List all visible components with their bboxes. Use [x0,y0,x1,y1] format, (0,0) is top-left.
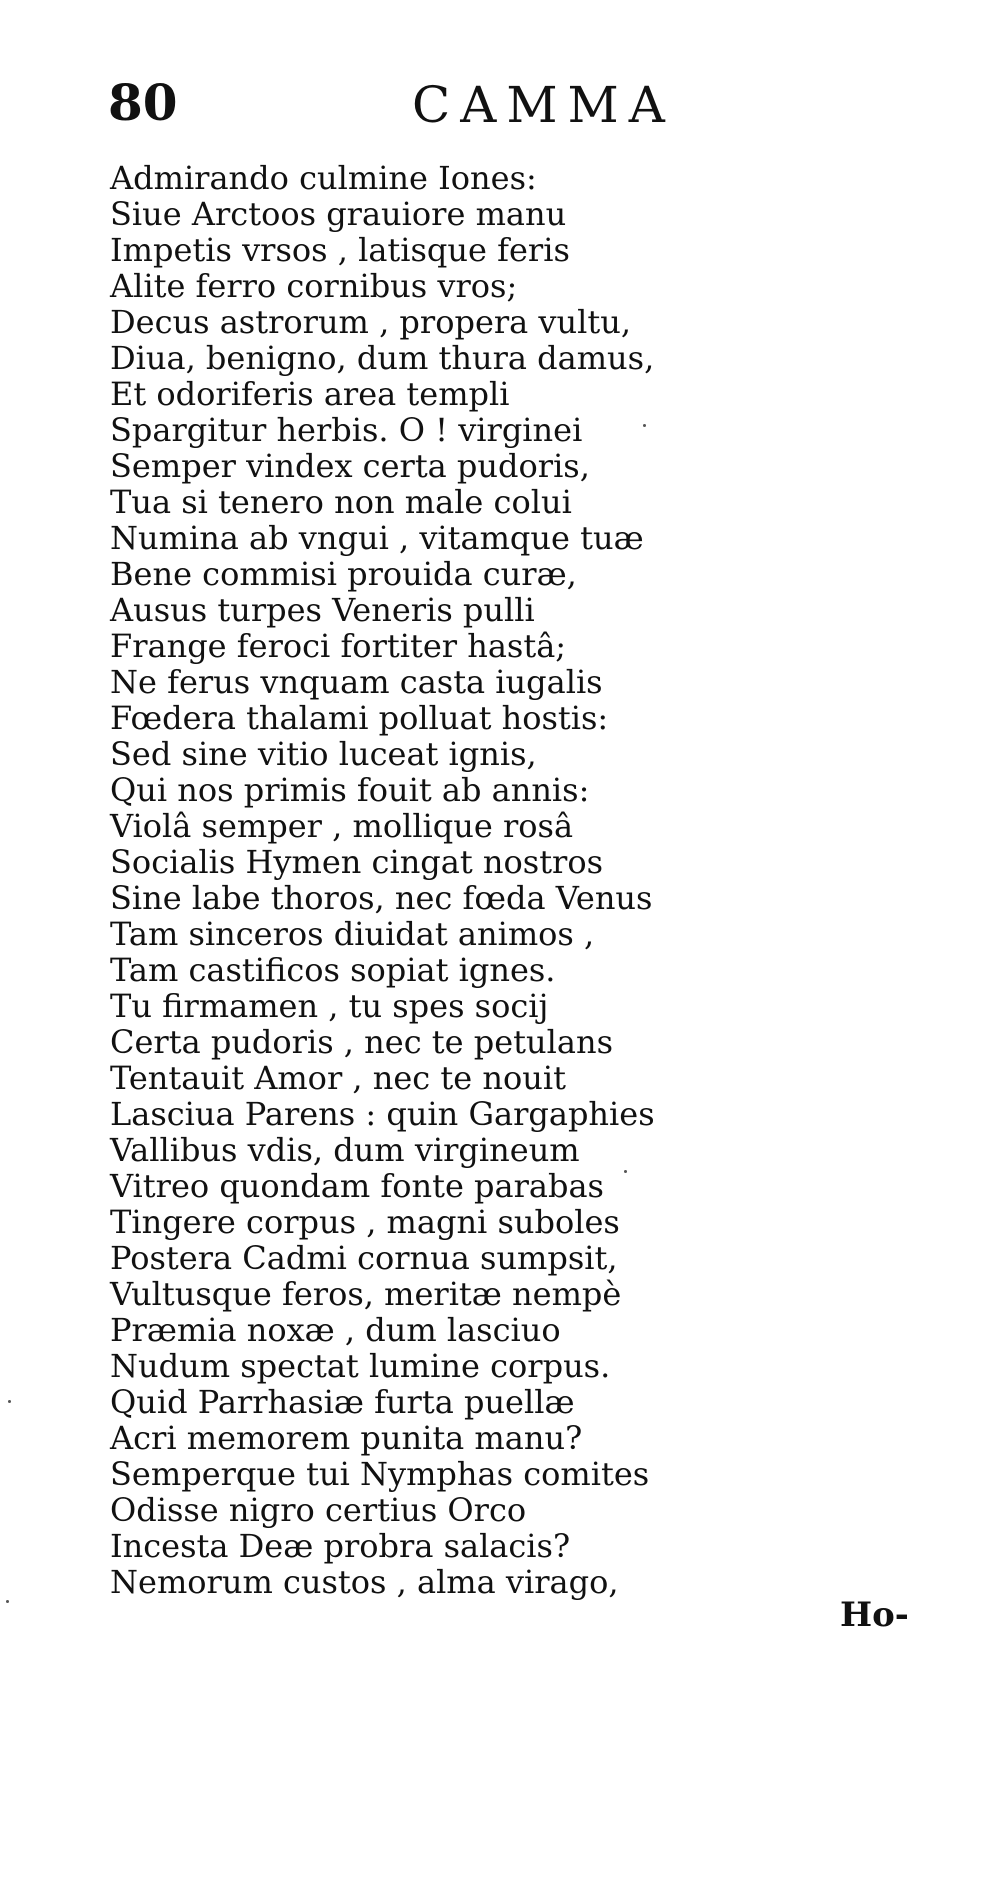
verse-line: Tingere corpus , magni suboles [110,1203,620,1241]
verse-line: Certa pudoris , nec te petulans [110,1023,613,1061]
verse-line: Vultusque feros, meritæ nempè [110,1275,622,1313]
verse-line: Fœdera thalami polluat hostis: [110,699,609,737]
verse-line: Semperque tui Nymphas comites [110,1455,650,1493]
verse-line: Lasciua Parens : quin Gargaphies [110,1095,655,1133]
verse-line: Decus astrorum , propera vultu, [110,303,631,341]
verse-line: Vitreo quondam fonte parabas [110,1167,604,1205]
ink-speck [624,1170,627,1173]
verse-line: Nudum spectat lumine corpus. [110,1347,611,1385]
verse-line: Frange feroci fortiter hastâ; [110,627,567,665]
verse-line: Tentauit Amor , nec te nouit [110,1059,566,1097]
verse-line: Socialis Hymen cingat nostros [110,843,604,881]
verse-line: Acri memorem punita manu? [110,1419,583,1457]
verse-line: Tam sinceros diuidat animos , [110,915,595,953]
verse-line: Bene commisi prouida curæ, [110,555,577,593]
verse-line: Siue Arctoos grauiore manu [110,195,567,233]
verse-line: Et odoriferis area templi [110,375,510,413]
verse-line: Tua si tenero non male colui [110,483,572,521]
verse-line: Diua, benigno, dum thura damus, [110,339,655,377]
verse-line: Ausus turpes Veneris pulli [110,591,535,629]
verse-line: Qui nos primis fouit ab annis: [110,771,590,809]
catchword: Ho- [840,1595,909,1635]
ink-speck [8,1400,11,1403]
verse-line: Ne ferus vnquam casta iugalis [110,663,603,701]
running-title: CAMMA [412,76,675,134]
ink-speck [6,1600,9,1603]
ink-speck [643,424,646,427]
verse-line: Sed sine vitio luceat ignis, [110,735,537,773]
verse-line: Violâ semper , mollique rosâ [110,807,574,845]
verse-line: Nemorum custos , alma virago, [110,1563,619,1601]
verse-line: Tu firmamen , tu spes socij [110,987,549,1025]
page-number: 80 [108,73,178,132]
verse-line: Sine labe thoros, nec fœda Venus [110,879,653,917]
verse-line: Numina ab vngui , vitamque tuæ [110,519,644,557]
verse-line: Spargitur herbis. O ! virginei [110,411,583,449]
verse-line: Odisse nigro certius Orco [110,1491,527,1529]
verse-line: Tam castificos sopiat ignes. [110,951,556,989]
verse-line: Præmia noxæ , dum lasciuo [110,1311,561,1349]
verse-text [110,160,655,1600]
verse-line: Postera Cadmi cornua sumpsit, [110,1239,618,1277]
verse-line: Semper vindex certa pudoris, [110,447,590,485]
verse-line: Admirando culmine Iones: [110,159,537,197]
verse-line: Impetis vrsos , latisque feris [110,231,570,269]
verse-line: Alite ferro cornibus vros; [110,267,518,305]
verse-line: Quid Parrhasiæ furta puellæ [110,1383,575,1421]
verse-line: Vallibus vdis, dum virgineum [110,1131,580,1169]
verse-line: Incesta Deæ probra salacis? [110,1527,571,1565]
